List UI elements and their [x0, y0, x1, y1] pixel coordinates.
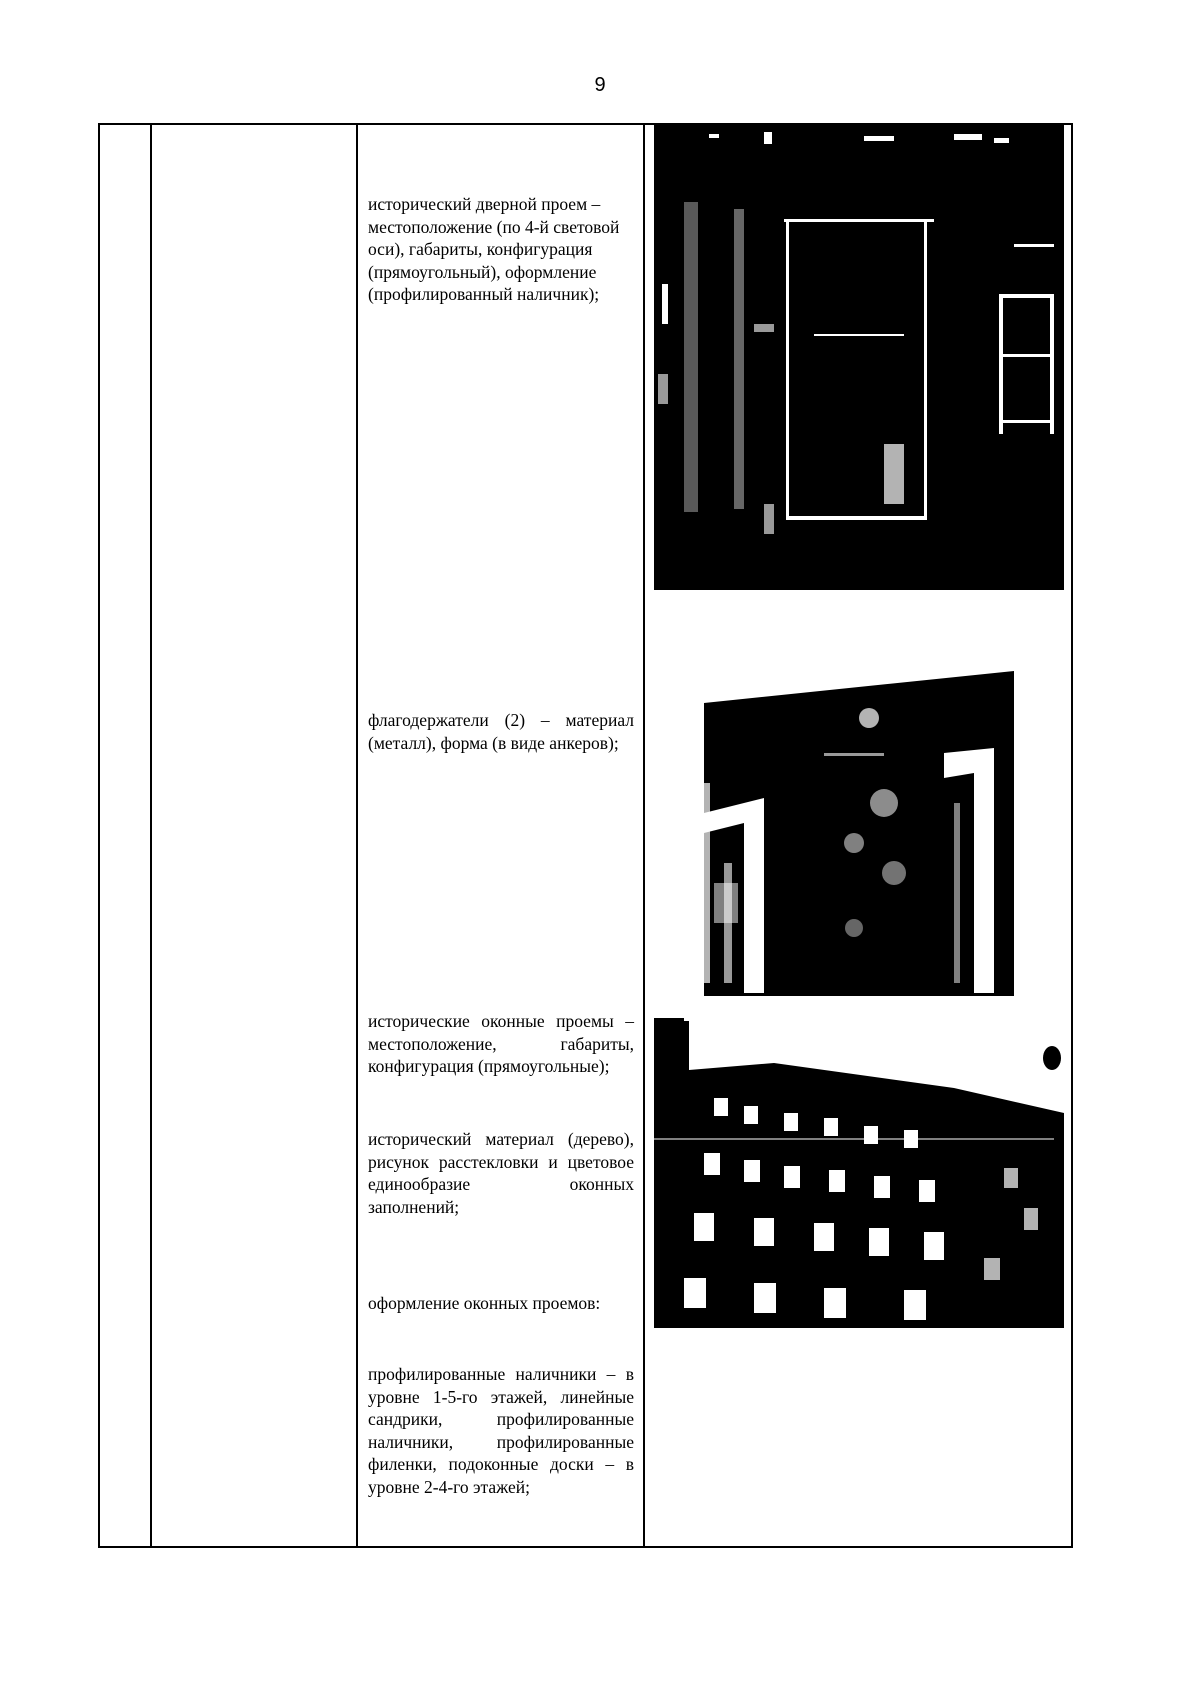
- table-divider-3: [643, 125, 645, 1546]
- window-openings-text: исторические оконные проемы – местоположение, габариты, конфигурация (прямоугольные);: [368, 1011, 634, 1076]
- facade-photo: [654, 1018, 1064, 1328]
- flag-holders-description: [368, 709, 634, 754]
- table-divider-1: [150, 125, 152, 1546]
- window-fill-description: [368, 1128, 634, 1218]
- table-divider-2: [356, 125, 358, 1546]
- window-details-text: профилированные наличники – в уровне 1-5-го этажей, линейные сандрики, профилированные наличники, профилированные филенки, подоконные доски – в уровне 2-4-го этажей;: [368, 1364, 634, 1497]
- window-openings-description: [368, 1010, 634, 1078]
- page-number: 9: [594, 74, 606, 96]
- window-details-description: [368, 1363, 634, 1498]
- door-description-text: исторический дверной проем – местоположение (по 4-й световой оси), габариты, конфигурация (прямоугольный), оформление (профилированный наличник);: [368, 194, 620, 304]
- window-fill-text: исторический материал (дерево), рисунок расстекловки и цветовое единообразие оконных заполнений;: [368, 1129, 634, 1217]
- door-photo: [654, 124, 1064, 590]
- flag-holders-text: флагодержатели (2) – материал (металл), форма (в виде анкеров);: [368, 710, 634, 753]
- window-decor-text: оформление оконных проемов:: [368, 1293, 601, 1313]
- window-decor-description: [368, 1292, 634, 1315]
- flag-holder-photo: [704, 663, 1014, 996]
- door-description: [368, 193, 634, 306]
